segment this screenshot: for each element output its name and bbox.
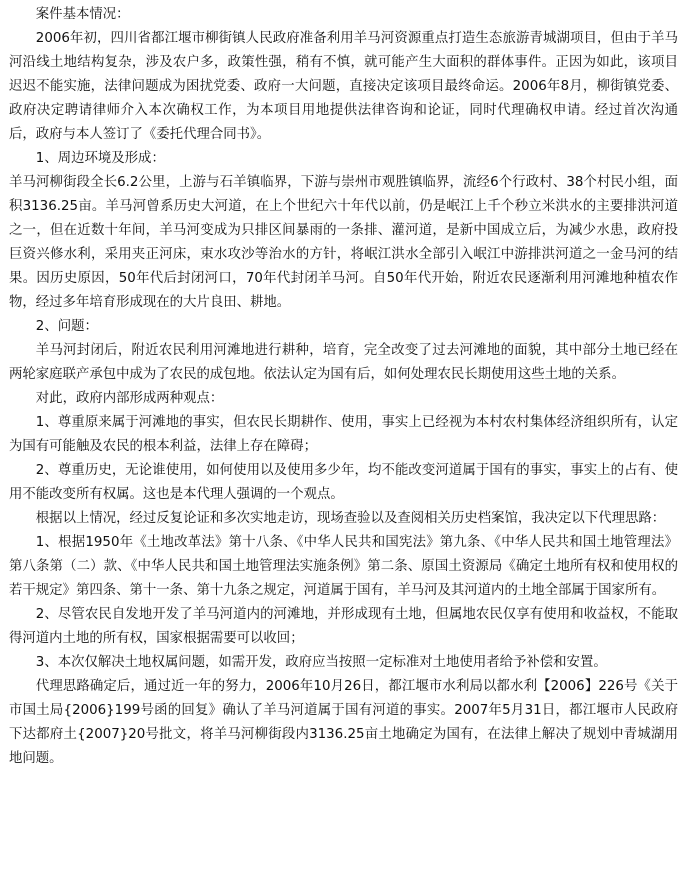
- paragraph-two-views-intro: 对此，政府内部形成两种观点：: [35, 391, 224, 406]
- paragraph-environment: 羊马河柳街段全长6.2公里，上游与石羊镇临界，下游与崇州市观胜镇临界，流经6个行政村、38个村民小组，面积3136.25亩。羊马河曾系历史大河道，在上个世纪六十年代以前，仍是岷江上千个秒立米洪水的主要排洪河道之一，但在近数十年间，羊马河变成为只排区间暴雨的一条排、灌河道，是新中国成立后，为减少水患，政府投巨资兴修水利，采用夹正河床，束水攻沙等治水的方针，将岷江洪水全部引入岷江中游排洪河道之一金马河的结果。因历史原因，50年代后封闭河口，70年代封闭羊马河。自50年代开始，附近农民逐渐利用河滩地种植农作物，经过多年培育形成现在的大片良田、耕地。: [9, 175, 678, 310]
- paragraph-view-1: 1、尊重原来属于河滩地的事实，但农民长期耕作、使用，事实上已经视为本村农村集体经济组织所有，认定为国有可能触及农民的根本利益，法律上存在障碍；: [9, 415, 678, 454]
- paragraph-approach-intro: 根据以上情况，经过反复论证和多次实地走访，现场查验以及查阅相关历史档案馆，我决定以下代理思路：: [35, 511, 666, 526]
- paragraph-approach-3: 3、本次仅解决土地权属问题，如需开发，政府应当按照一定标准对土地使用者给予补偿和安置。: [35, 655, 607, 670]
- paragraph-view-2: 2、尊重历史，无论谁使用，如何使用以及使用多少年，均不能改变河道属于国有的事实，事实上的占有、使用不能改变所有权属。这也是本代理人强调的一个观点。: [9, 463, 678, 502]
- paragraph-outcome: 代理思路确定后，通过近一年的努力，2006年10月26日，都江堰市水利局以都水利【2006】226号《关于市国土局{2006}199号函的回复》确认了羊马河道属于国有河道的事实。2007年5月31日，都江堰市人民政府下达都府土{2007}20号批文，将羊马河柳街段内3136.25亩土地确定为国有，在法律上解决了规划中青城湖用地问题。: [9, 679, 678, 766]
- case-heading: 案件基本情况：: [35, 7, 130, 22]
- paragraph-approach-2: 2、尽管农民自发地开发了羊马河道内的河滩地，并形成现有土地，但属地农民仅享有使用和收益权，不能取得河道内土地的所有权，国家根据需要可以收回；: [9, 607, 678, 646]
- paragraph-approach-1: 1、根据1950年《土地改革法》第十八条、《中华人民共和国宪法》第九条、《中华人民共和国土地管理法》第八条第（二）款、《中华人民共和国土地管理法实施条例》第二条、原国土资源局《确定土地所有权和使用权的若干规定》第四条、第十一条、第十九条之规定，河道属于国有，羊马河及其河道内的土地全部属于国家所有。: [9, 535, 678, 598]
- section-heading-problem: 2、问题：: [35, 319, 98, 334]
- paragraph-intro: 2006年初，四川省都江堰市柳街镇人民政府准备利用羊马河资源重点打造生态旅游青城湖项目，但由于羊马河沿线土地结构复杂，涉及农户多，政策性强，稍有不慎，就可能产生大面积的群体事件。正因为如此，该项目迟迟不能实施，法律问题成为困扰党委、政府一大问题，直接决定该项目最终命运。2006年8月，柳街镇党委、政府决定聘请律师介入本次确权工作，为本项目用地提供法律咨询和论证，同时代理确权申请。经过首次沟通后，政府与本人签订了《委托代理合同书》。: [9, 31, 678, 142]
- paragraph-problem: 羊马河封闭后，附近农民利用河滩地进行耕种，培育，完全改变了过去河滩地的面貌，其中部分土地已经在两轮家庭联产承包中成为了农民的成包地。依法认定为国有后，如何处理农民长期使用这些土地的关系。: [9, 343, 678, 382]
- section-heading-environment: 1、周边环境及形成：: [35, 151, 165, 166]
